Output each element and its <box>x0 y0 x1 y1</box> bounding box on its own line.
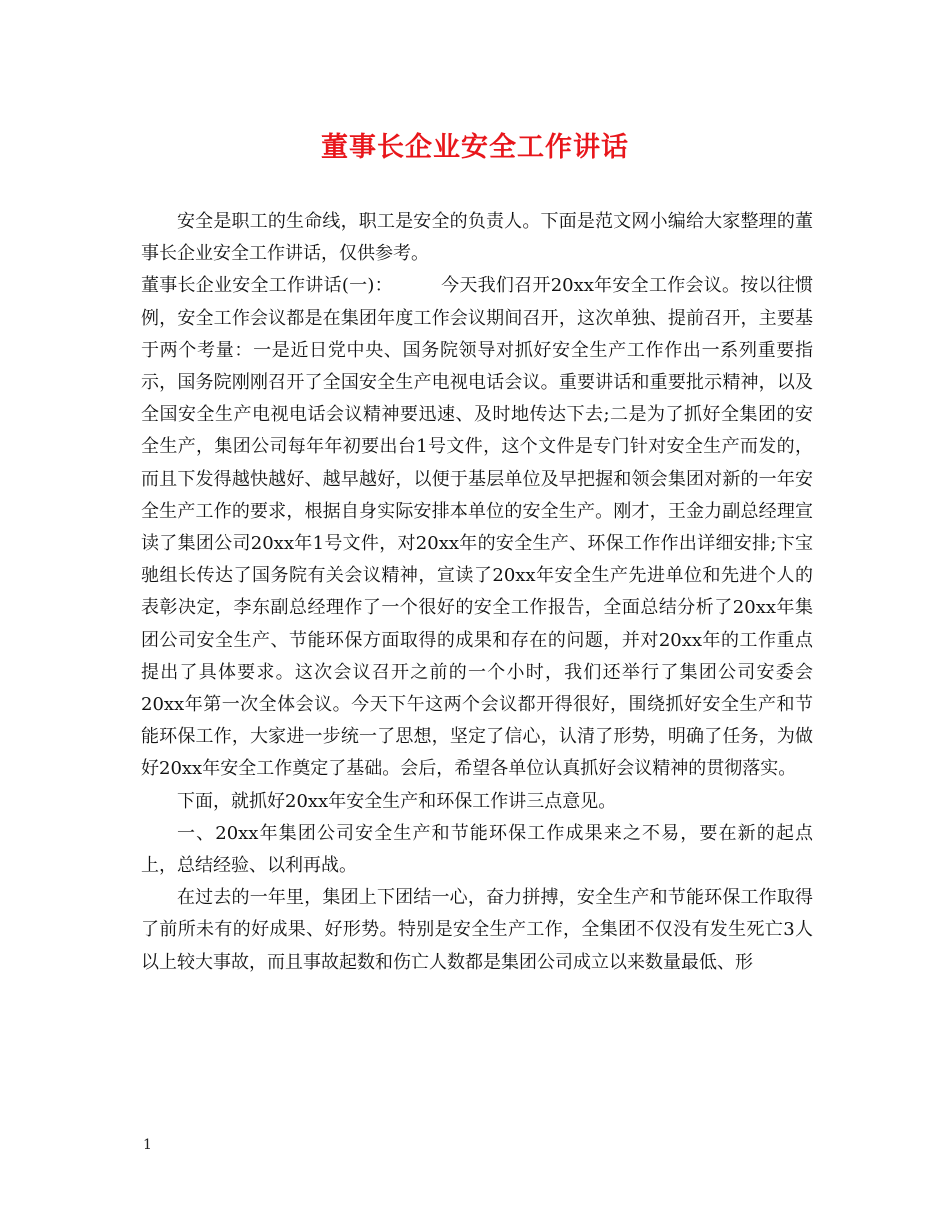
paragraph-1: 今天我们召开20xx年安全工作会议。按以往惯例，安全工作会议都是在集团年度工作会议期间召开，这次单独、提前召开，主要基于两个考量：一是近日党中央、国务院领导对抓好安全生产工作作出一系列重要指示，国务院刚刚召开了全国安全生产电视电话会议。重要讲话和重要批示精神，以及全国安全生产电视电话会议精神要迅速、及时地传达下去;二是为了抓好全集团的安全生产，集团公司每年年初要出台1号文件，这个文件是专门针对安全生产而发的，而且下发得越快越好、越早越好，以便于基层单位及早把握和领会集团对新的一年安全生产工作的要求，根据自身实际安排本单位的安全生产。刚才，王金力副总经理宣读了集团公司20xx年1号文件，对20xx年的安全生产、环保工作作出详细安排;卞宝驰组长传达了国务院有关会议精神，宣读了20xx年安全生产先进单位和先进个人的表彰决定，李东副总经理作了一个很好的安全工作报告，全面总结分析了20xx年集团公司安全生产、节能环保方面取得的成果和存在的问题，并对20xx年的工作重点提出了具体要求。这次会议召开之前的一个小时，我们还举行了集团公司安委会20xx年第一次全体会议。今天下午这两个会议都开得很好，围绕抓好安全生产和节能环保工作，大家进一步统一了思想，坚定了信心，认清了形势，明确了任务，为做好20xx年安全工作奠定了基础。会后，希望各单位认真抓好会议精神的贯彻落实。 <box>141 275 813 780</box>
intro-paragraph: 安全是职工的生命线，职工是安全的负责人。下面是范文网小编给大家整理的董事长企业安全工作讲话，仅供参考。 <box>141 211 813 265</box>
document-body <box>141 206 813 979</box>
section-paragraph <box>141 270 813 785</box>
paragraph-2: 下面，就抓好20xx年安全生产和环保工作讲三点意见。 <box>177 790 617 812</box>
paragraph-3: 一、20xx年集团公司安全生产和节能环保工作成果来之不易，要在新的起点上，总结经验、以利再战。 <box>141 822 813 877</box>
paragraph-4: 在过去的一年里，集团上下团结一心，奋力拼搏，安全生产和节能环保工作取得了前所未有的好成果、好形势。特别是安全生产工作，全集团不仅没有发生死亡3人以上较大事故，而且事故起数和伤亡人数都是集团公司成立以来数量最低、形 <box>141 887 813 973</box>
document-title: 董事长企业安全工作讲话 <box>321 132 629 163</box>
page-number: 1 <box>143 1137 152 1153</box>
section-heading: 董事长企业安全工作讲话(一)： <box>141 275 393 297</box>
